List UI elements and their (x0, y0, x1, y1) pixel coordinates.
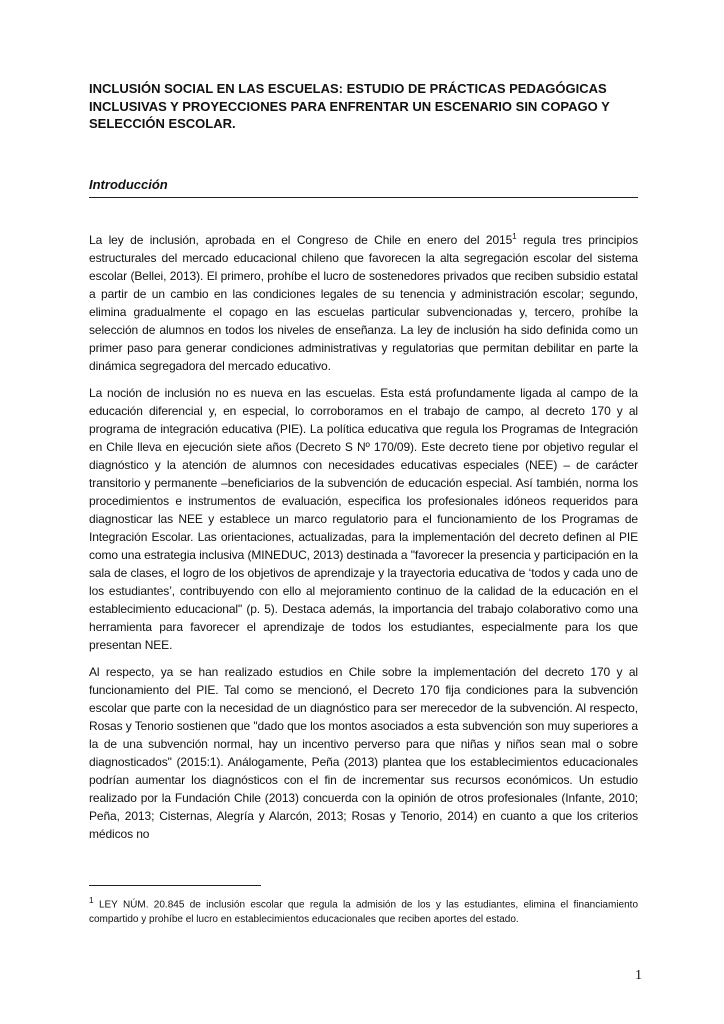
footnote-divider (89, 885, 261, 886)
paragraph-1-text-start: La ley de inclusión, aprobada en el Congreso de Chile en enero del 2015 (89, 233, 513, 247)
paragraph-1-text-end: regula tres principios estructurales del mercado educacional chileno que favorecen la alta segregación escolar del sistema escolar (Bellei, 2013). El primero, prohíbe el lucro de sostenedores privados que reciben subsidio estatal a partir de un cambio en las condiciones legales de su tenencia y administración escolar; segundo, elimina gradualmente el copago en las escuelas particular subvencionadas y, tercero, prohíbe la selección de alumnos en todos los niveles de enseñanza. La ley de inclusión ha sido definida como un primer paso para generar condiciones administrativas y regulatorias que permitan debilitar en parte la dinámica segregadora del mercado educativo. (89, 233, 638, 373)
footnote-marker: 1 (89, 895, 94, 905)
section-heading (89, 176, 638, 198)
footnote (89, 893, 638, 927)
footnote-reference[interactable]: 1 (512, 232, 517, 241)
document-title: INCLUSIÓN SOCIAL EN LAS ESCUELAS: ESTUDIO DE PRÁCTICAS PEDAGÓGICAS INCLUSIVAS Y PROYECCIONES PARA ENFRENTAR UN ESCENARIO SIN COPAGO Y SELECCIÓN ESCOLAR. (89, 81, 610, 131)
paragraph-1 (89, 228, 638, 375)
page-number: 1 (635, 968, 642, 983)
body-text (89, 228, 638, 852)
section-heading-text: Introducción (89, 177, 168, 192)
footnote-text: LEY NÚM. 20.845 de inclusión escolar que regula la admisión de los y las estudiantes, elimina el financiamiento compartido y prohíbe el lucro en establecimientos educacionales que reciben aportes del estado. (89, 899, 638, 926)
paragraph-3: Al respecto, ya se han realizado estudios en Chile sobre la implementación del decreto 170 y al funcionamiento del PIE. Tal como se mencionó, el Decreto 170 fija condiciones para la subvención escolar que parte con la necesidad de un diagnóstico para ser merecedor de la subvención. Al respecto, Rosas y Tenorio sostienen que "dado que los montos asociados a esta subvención son muy superiores a la de una subvención normal, hay un incentivo perverso para que niñas y niños sean mal o sobre diagnosticados" (2015:1). Análogamente, Peña (2013) plantea que los establecimientos educacionales podrían aumentar los diagnósticos con el fin de incrementar sus recursos económicos. Un estudio realizado por la Fundación Chile (2013) concuerda con la opinión de otros profesionales (Infante, 2010; Peña, 2013; Cisternas, Alegría y Alarcón, 2013; Rosas y Tenorio, 2014) en cuanto a que los criterios médicos no (89, 665, 638, 841)
paragraph-2: La noción de inclusión no es nueva en las escuelas. Esta está profundamente ligada al campo de la educación diferencial y, en especial, lo corroboramos en el trabajo de campo, al decreto 170 y al programa de integración educativa (PIE). La política educativa que regula los Programas de Integración en Chile lleva en ejecución siete años (Decreto S Nº 170/09). Este decreto tiene por objetivo regular el diagnóstico y la atención de alumnos con necesidades educativas especiales (NEE) – de carácter transitorio y permanente –beneficiarios de la subvención de educación especial. Así también, norma los procedimientos e instrumentos de evaluación, especifica los profesionales idóneos requeridos para diagnosticar las NEE y establece un marco regulatorio para el funcionamiento de los Programas de Integración Escolar. Las orientaciones, actualizadas, para la implementación del decreto definen al PIE como una estrategia inclusiva (MINEDUC, 2013) destinada a "favorecer la presencia y participación en la sala de clases, el logro de los objetivos de aprendizaje y la trayectoria educativa de ‘todos y cada uno de los estudiantes’, contribuyendo con ello al mejoramiento continuo de la calidad de la educación en el establecimiento educacional" (p. 5). Destaca además, la importancia del trabajo colaborativo como una herramienta para favorecer el aprendizaje de todos los estudiantes, especialmente para los que presentan NEE. (89, 386, 638, 652)
